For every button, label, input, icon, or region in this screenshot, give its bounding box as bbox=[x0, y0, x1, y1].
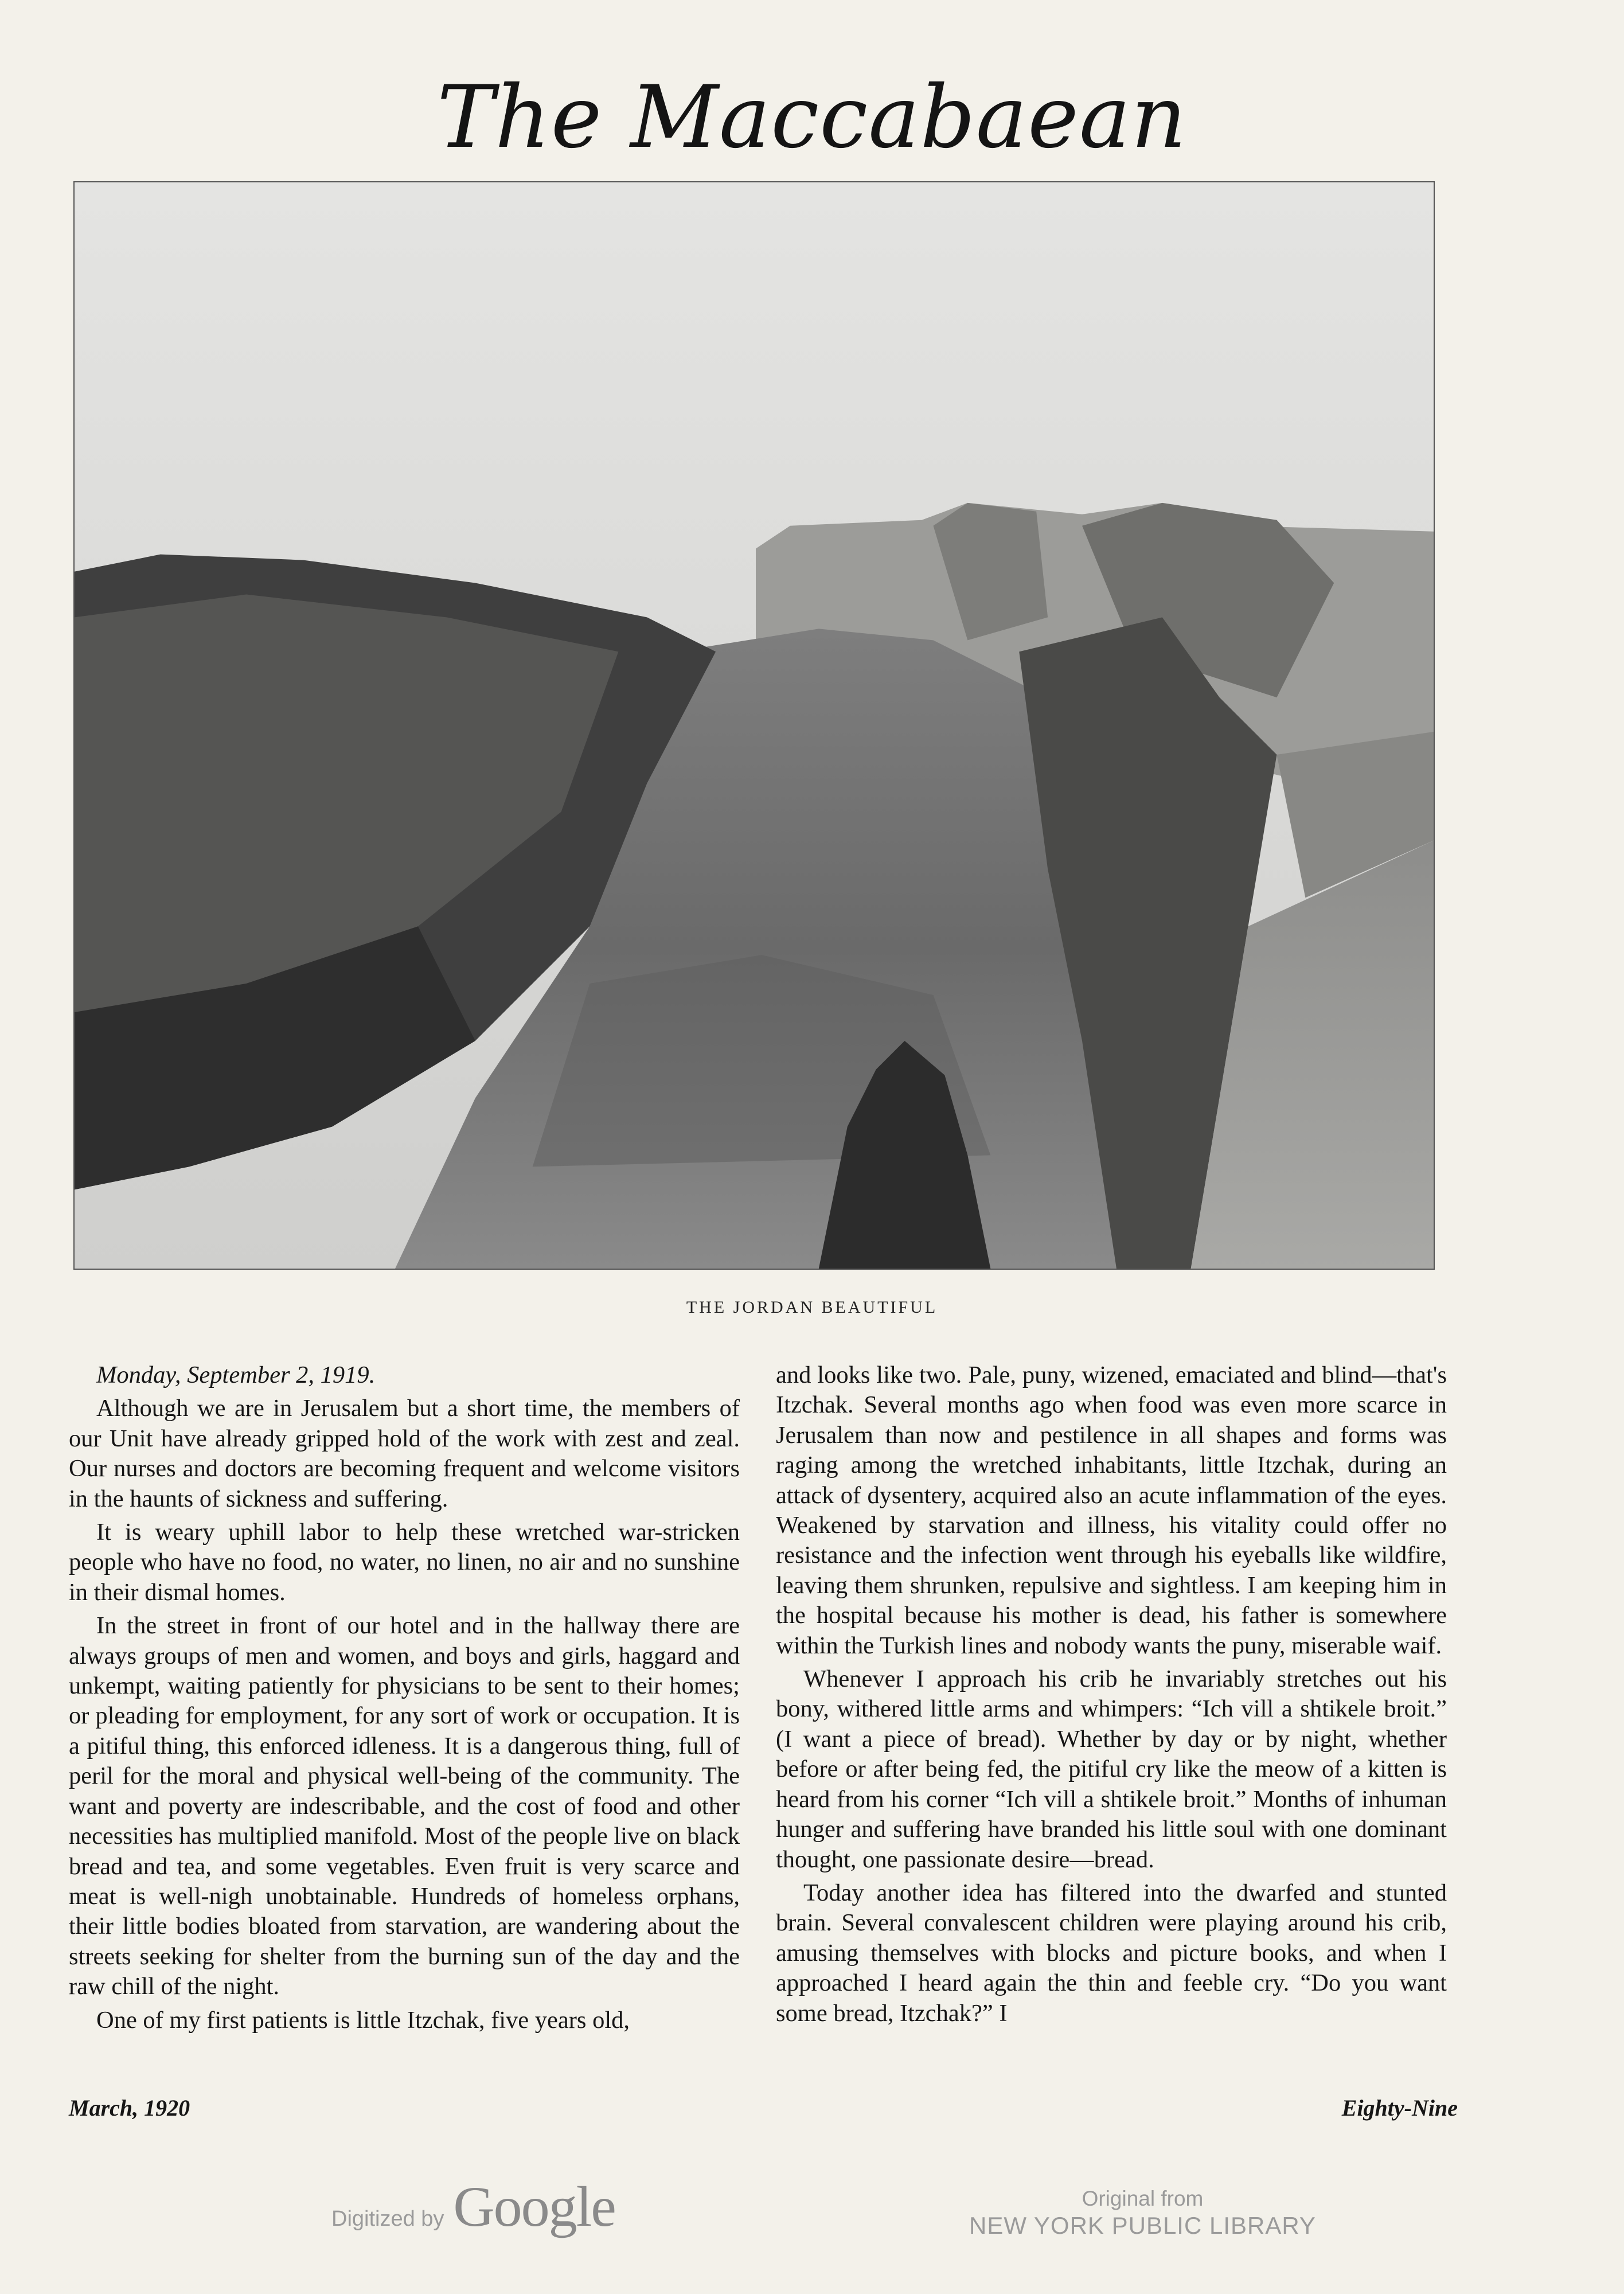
article-paragraph: It is weary uphill labor to help these wretched war-stricken people who have no food, no water, no linen, no air and no sunshine in their dismal homes. bbox=[69, 1519, 740, 1606]
article-paragraph: One of my first patients is little Itzchak, five years old, bbox=[96, 2006, 630, 2034]
article-paragraph: Whenever I approach his crib he invariably stretches out his bony, withered little arms and whimpers: “Ich vill a shtikele broit.” (I want a piece of bread). Whether by day or by night, whether before or after being fed, the pitiful cry like the meow of a kitten is heard from his corner “Ich vill a shtikele broit.” Months of inhuman hunger and suffering have branded his little soul with one dominant thought, one passionate desire—bread. bbox=[776, 1665, 1447, 1873]
article-paragraph: and looks like two. Pale, puny, wizened, emaciated and blind—that's Itzchak. Several months ago when food was even more scarce in Jerusalem than now and pestilence in all shapes and forms was raging among the wretched inhabitants, little Itzchak, during an attack of dysentery, acquired also an acute inflammation of the eyes. Weakened by starvation and illness, his vitality could offer no resistance and the infection went through his eyeballs like wildfire, leaving them shrunken, repulsive and sightless. I am keeping him in the hospital because his mother is dead, his father is somewhere within the Turkish lines and nobody wants the puny, miserable waif. bbox=[776, 1361, 1447, 1659]
jordan-river-photo bbox=[73, 181, 1435, 1270]
article-right-column bbox=[776, 1360, 1447, 2032]
masthead-title: The Maccabaean bbox=[437, 68, 1187, 167]
article-dateline: Monday, September 2, 1919. bbox=[96, 1361, 376, 1388]
digitized-by-label: Digitized by bbox=[331, 2207, 444, 2231]
source-watermark bbox=[969, 2186, 1316, 2240]
issue-date: March, 1920 bbox=[69, 2095, 190, 2121]
library-name: NEW YORK PUBLIC LIBRARY bbox=[969, 2212, 1316, 2239]
river-landscape-image bbox=[75, 182, 1434, 1269]
photo-caption: THE JORDAN BEAUTIFUL bbox=[686, 1298, 938, 1317]
article-left-column bbox=[69, 1360, 740, 2039]
digitized-by-watermark bbox=[331, 2174, 615, 2240]
google-logo: Google bbox=[453, 2175, 615, 2238]
article-paragraph: In the street in front of our hotel and in the hallway there are always groups of men and women, and boys and girls, haggard and unkempt, waiting patiently for physicians to be sent to their homes; or pleading for employment, for any sort of work or occupation. It is a pitiful thing, this enforced idleness. It is a dangerous thing, full of peril for the moral and physical well-being of the community. The want and poverty are indescribable, and the cost of food and other necessities has multiplied manifold. Most of the people live on black bread and tea, and some vegetables. Even fruit is very scarce and meat is well-nigh unobtainable. Hundreds of homeless orphans, their little bodies bloated from starvation, are wandering about the streets seeking for shelter from the burning sun of the day and the raw chill of the night. bbox=[69, 1612, 740, 2000]
page-number: Eighty-Nine bbox=[1341, 2095, 1458, 2121]
article-paragraph: Today another idea has filtered into the dwarfed and stunted brain. Several convalescent children were playing around his crib, amusing themselves with blocks and picture books, and when I approached I heard again the thin and feeble cry. “Do you want some bread, Itzchak?” I bbox=[776, 1879, 1447, 2027]
article-paragraph: Although we are in Jerusalem but a short time, the members of our Unit have already gripped hold of the work with zest and zeal. Our nurses and doctors are becoming frequent and welcome visitors in the haunts of sickness and suffering. bbox=[69, 1395, 740, 1512]
original-from-label: Original from bbox=[1082, 2187, 1204, 2210]
